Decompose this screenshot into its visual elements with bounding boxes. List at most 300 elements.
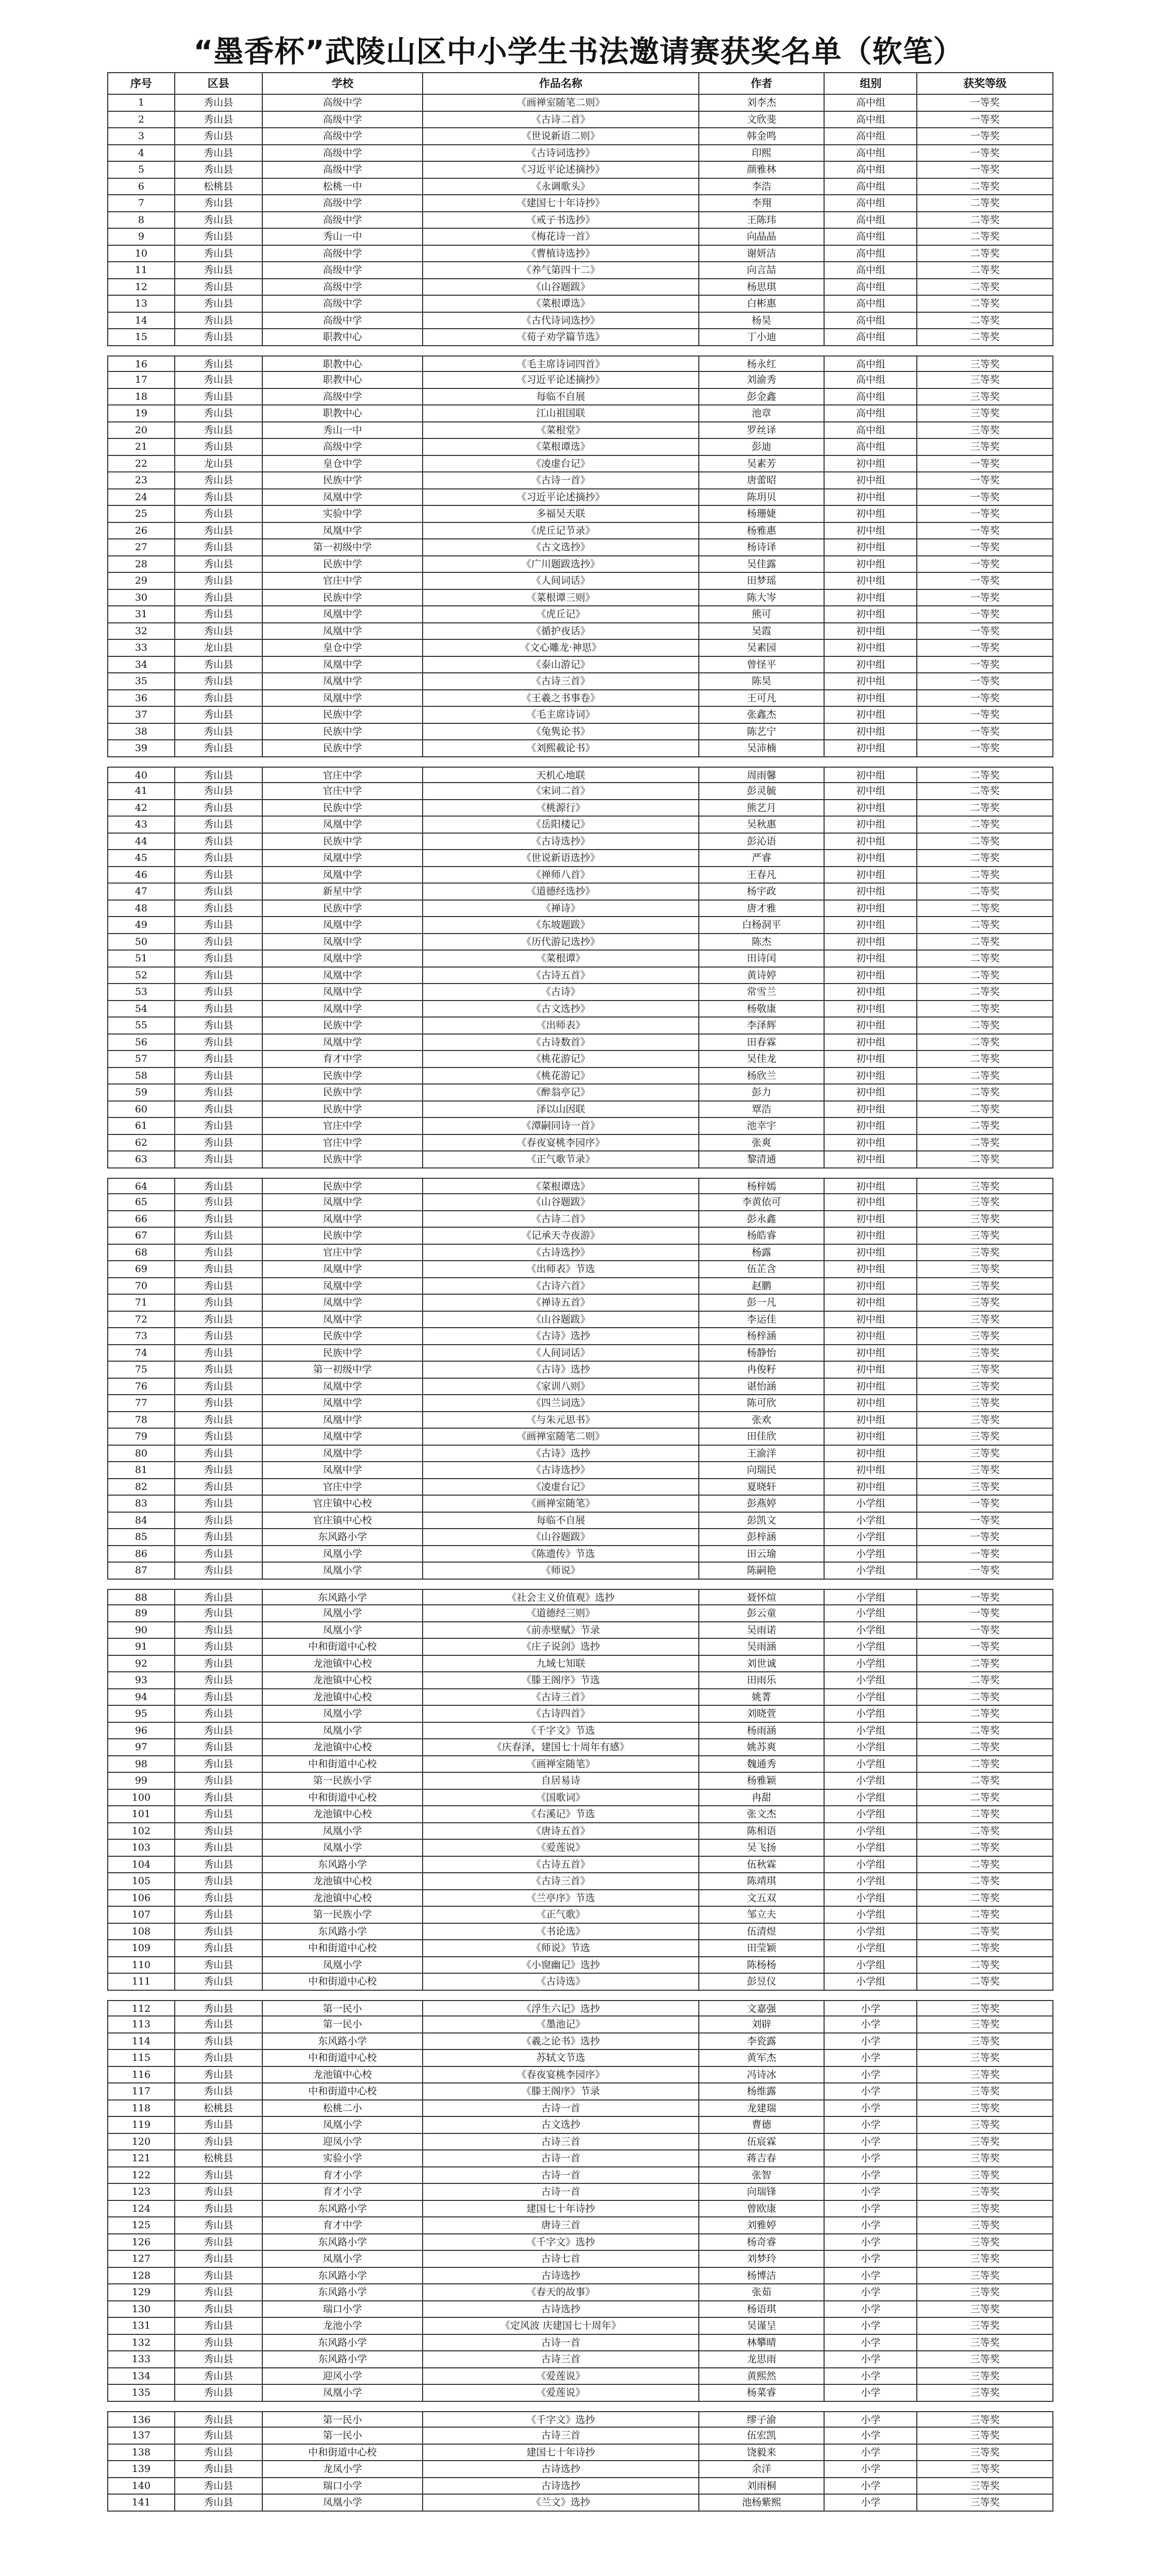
award-cell: 二等奖 [917,1790,1053,1807]
author-cell: 刘辟 [699,2016,825,2033]
table-row [107,783,1053,800]
school-cell: 民族中学 [263,901,424,918]
work-title-cell: 《墨池记》 [423,2016,699,2033]
row-number: 21 [108,439,175,456]
school-cell: 皇仓中学 [263,640,424,657]
work-title-cell: 《禅诗》 [423,901,699,918]
district-cell: 秀山县 [175,95,263,112]
group-cell: 初中组 [825,1018,917,1035]
row-number: 39 [108,740,175,757]
author-cell: 张欢 [699,1412,825,1429]
table-row [107,489,1053,506]
author-cell: 常雪兰 [699,984,825,1001]
group-cell: 高中组 [825,145,917,162]
table-row [107,1018,1053,1035]
table-row [107,1773,1053,1790]
award-cell: 一等奖 [917,1529,1053,1546]
work-title-cell: 《古诗六首》 [423,1278,699,1295]
award-cell: 三等奖 [917,2067,1053,2084]
award-cell: 二等奖 [917,1672,1053,1689]
school-cell: 职教中心 [263,329,424,346]
group-cell: 高中组 [825,95,917,112]
work-title-cell: 《世说新语二则》 [423,128,699,145]
work-title-cell: 古诗一首 [423,2184,699,2201]
group-cell: 初中组 [825,1295,917,1312]
school-cell: 龙池镇中心校 [263,1739,424,1756]
award-cell: 三等奖 [917,2234,1053,2251]
author-cell: 冉俊籽 [699,1362,825,1379]
district-cell: 秀山县 [175,1907,263,1924]
author-cell: 陈相语 [699,1823,825,1840]
author-cell: 邹立夫 [699,1907,825,1924]
author-cell: 田雨乐 [699,1672,825,1689]
table-row [107,1622,1053,1639]
school-cell: 凤凰中学 [263,1412,424,1429]
school-cell: 凤凰中学 [263,1446,424,1463]
award-cell: 三等奖 [917,1228,1053,1245]
award-cell: 二等奖 [917,1739,1053,1756]
school-cell: 东风路小学 [263,2268,424,2285]
work-title-cell: 《爱莲说》 [423,2368,699,2385]
row-number: 17 [108,372,175,389]
work-title-cell: 《菜根谭》 [423,951,699,968]
award-cell: 一等奖 [917,590,1053,607]
table-row [107,2335,1053,2352]
table-row [107,724,1053,741]
district-cell: 秀山县 [175,673,263,690]
table-row [107,740,1053,757]
table-row [107,1035,1053,1052]
work-title-cell: 《正气歌节录》 [423,1151,699,1168]
school-cell: 凤凰中学 [263,623,424,640]
work-title-cell: 《永调歌头》 [423,179,699,196]
table-row [107,917,1053,934]
school-cell: 松桃一中 [263,179,424,196]
row-number: 88 [108,1589,175,1606]
header-cell: 序号 [108,72,175,95]
district-cell: 秀山县 [175,850,263,867]
work-title-cell: 《山谷题跋》 [423,279,699,296]
school-cell: 实验小学 [263,2150,424,2167]
award-cell: 三等奖 [917,1429,1053,1446]
row-number: 85 [108,1529,175,1546]
award-cell: 三等奖 [917,2184,1053,2201]
group-cell: 小学 [825,2016,917,2033]
author-cell: 刘渝秀 [699,372,825,389]
award-cell: 三等奖 [917,2368,1053,2385]
row-number: 72 [108,1312,175,1329]
author-cell: 陈靖琪 [699,1873,825,1890]
table-row [107,951,1053,968]
table-row [107,1412,1053,1429]
district-cell: 秀山县 [175,313,263,330]
district-cell: 秀山县 [175,1345,263,1362]
table-row [107,313,1053,330]
table-row [107,355,1053,372]
author-cell: 杨奇睿 [699,2234,825,2251]
group-cell: 小学组 [825,1496,917,1513]
author-cell: 白彬惠 [699,296,825,313]
work-title-cell: 《禅师八首》 [423,867,699,884]
group-cell: 小学组 [825,1756,917,1773]
row-number: 26 [108,523,175,540]
district-cell: 秀山县 [175,2301,263,2318]
group-cell: 初中组 [825,657,917,674]
author-cell: 彭燕婷 [699,1496,825,1513]
row-number: 135 [108,2385,175,2402]
group-cell: 小学 [825,2318,917,2335]
award-cell: 一等奖 [917,506,1053,523]
school-cell: 凤凰小学 [263,1723,424,1740]
table-row [107,2301,1053,2318]
district-cell: 秀山县 [175,740,263,757]
table-row [107,439,1053,456]
row-number: 83 [108,1496,175,1513]
district-cell: 秀山县 [175,1706,263,1723]
table-row [107,195,1053,212]
table-row [107,1756,1053,1773]
district-cell: 松桃县 [175,2150,263,2167]
school-cell: 凤凰中学 [263,867,424,884]
group-cell: 初中组 [825,556,917,573]
group-cell: 小学 [825,2201,917,2218]
section-gap [107,2402,1053,2411]
table-row [107,246,1053,263]
district-cell: 秀山县 [175,1446,263,1463]
award-cell: 二等奖 [917,968,1053,985]
award-cell: 一等奖 [917,489,1053,506]
table-row [107,1739,1053,1756]
district-cell: 秀山县 [175,556,263,573]
work-title-cell: 《道德经三则》 [423,1605,699,1622]
work-title-cell: 《曹植诗选抄》 [423,246,699,263]
table-row [107,800,1053,817]
group-cell: 初中组 [825,1446,917,1463]
author-cell: 王陈玮 [699,212,825,229]
row-number: 62 [108,1135,175,1152]
work-title-cell: 古诗七首 [423,2251,699,2268]
group-cell: 小学组 [825,1907,917,1924]
author-cell: 刘梦玲 [699,2251,825,2268]
district-cell: 秀山县 [175,1656,263,1673]
row-number: 12 [108,279,175,296]
award-cell: 一等奖 [917,145,1053,162]
author-cell: 彭昱仪 [699,1974,825,1991]
school-cell: 中和街道中心校 [263,2445,424,2462]
group-cell: 小学组 [825,1529,917,1546]
work-title-cell: 《古诗五首》 [423,968,699,985]
row-number: 4 [108,145,175,162]
group-cell: 初中组 [825,1084,917,1101]
school-cell: 东风路小学 [263,2284,424,2301]
table-row [107,2385,1053,2402]
work-title-cell: 《王羲之书事卷》 [423,690,699,707]
district-cell: 秀山县 [175,372,263,389]
school-cell: 凤凰小学 [263,1605,424,1622]
row-number: 43 [108,817,175,834]
school-cell: 龙凤小学 [263,2461,424,2478]
work-title-cell: 《毛主席诗词四首》 [423,355,699,372]
table-row [107,657,1053,674]
row-number: 37 [108,707,175,724]
row-number: 139 [108,2461,175,2478]
district-cell: 秀山县 [175,1261,263,1278]
award-cell: 二等奖 [917,951,1053,968]
row-number: 93 [108,1672,175,1689]
award-cell: 二等奖 [917,850,1053,867]
school-cell: 高级中学 [263,212,424,229]
award-cell: 二等奖 [917,834,1053,851]
district-cell: 秀山县 [175,573,263,590]
author-cell: 王渝洋 [699,1446,825,1463]
row-number: 25 [108,506,175,523]
school-cell: 龙池镇中心校 [263,1890,424,1907]
row-number: 58 [108,1068,175,1085]
author-cell: 张爽 [699,1135,825,1152]
author-cell: 李运佳 [699,1312,825,1329]
school-cell: 凤凰中学 [263,1395,424,1412]
row-number: 127 [108,2251,175,2268]
group-cell: 初中组 [825,901,917,918]
district-cell: 秀山县 [175,1379,263,1396]
row-number: 66 [108,1211,175,1228]
school-cell: 官庄中学 [263,1135,424,1152]
school-cell: 东风路小学 [263,2033,424,2050]
school-cell: 凤凰中学 [263,1379,424,1396]
award-cell: 一等奖 [917,95,1053,112]
table-row [107,673,1053,690]
author-cell: 颜雅林 [699,162,825,179]
work-title-cell: 《出师表》节选 [423,1261,699,1278]
table-row [107,968,1053,985]
district-cell: 秀山县 [175,145,263,162]
group-cell: 小学 [825,2351,917,2368]
table-row [107,2167,1053,2184]
author-cell: 夏晓轩 [699,1479,825,1496]
author-cell: 龙建瑞 [699,2100,825,2117]
school-cell: 第一民小 [263,2428,424,2445]
school-cell: 凤凰中学 [263,850,424,867]
award-cell: 三等奖 [917,2150,1053,2167]
work-title-cell: 《人间词话》 [423,1345,699,1362]
row-number: 141 [108,2495,175,2512]
work-title-cell: 《师说》 [423,1563,699,1580]
group-cell: 小学 [825,2100,917,2117]
table-row [107,2184,1053,2201]
school-cell: 凤凰小学 [263,1563,424,1580]
table-row [107,506,1053,523]
author-cell: 彭梓涵 [699,1529,825,1546]
work-title-cell: 《右溪记》节选 [423,1806,699,1823]
table-row [107,1429,1053,1446]
work-title-cell: 苏轼文节选 [423,2050,699,2067]
district-cell: 秀山县 [175,1001,263,1018]
row-number: 122 [108,2167,175,2184]
award-cell: 三等奖 [917,2428,1053,2445]
group-cell: 小学组 [825,1622,917,1639]
author-cell: 吴谨呈 [699,2318,825,2335]
group-cell: 初中组 [825,884,917,901]
district-cell: 秀山县 [175,229,263,246]
author-cell: 田梦瑶 [699,573,825,590]
table-header-row [107,72,1053,95]
school-cell: 高级中学 [263,95,424,112]
award-cell: 二等奖 [917,229,1053,246]
group-cell: 初中组 [825,1462,917,1479]
school-cell: 第一初级中学 [263,1362,424,1379]
table-row [107,389,1053,406]
row-number: 9 [108,229,175,246]
author-cell: 向晶晶 [699,229,825,246]
row-number: 22 [108,456,175,473]
school-cell: 凤凰中学 [263,1429,424,1446]
award-cell: 二等奖 [917,884,1053,901]
row-number: 96 [108,1723,175,1740]
table-row [107,623,1053,640]
district-cell: 秀山县 [175,1639,263,1656]
row-number: 15 [108,329,175,346]
table-row [107,1857,1053,1874]
district-cell: 秀山县 [175,1806,263,1823]
award-cell: 二等奖 [917,1035,1053,1052]
school-cell: 凤凰中学 [263,1194,424,1211]
district-cell: 秀山县 [175,246,263,263]
author-cell: 黄诗婷 [699,968,825,985]
district-cell: 秀山县 [175,212,263,229]
district-cell: 秀山县 [175,1605,263,1622]
work-title-cell: 《桃花游记》 [423,1051,699,1068]
group-cell: 高中组 [825,389,917,406]
table-row [107,162,1053,179]
row-number: 74 [108,1345,175,1362]
group-cell: 小学组 [825,1873,917,1890]
group-cell: 初中组 [825,523,917,540]
work-title-cell: 《画禅室随笔二则》 [423,95,699,112]
author-cell: 刘世诚 [699,1656,825,1673]
district-cell: 秀山县 [175,2167,263,2184]
district-cell: 秀山县 [175,1823,263,1840]
group-cell: 初中组 [825,1328,917,1345]
work-title-cell: 《古文选抄》 [423,539,699,556]
author-cell: 彭凯文 [699,1513,825,1530]
work-title-cell: 《千字文》选抄 [423,2234,699,2251]
school-cell: 民族中学 [263,724,424,741]
table-row [107,1974,1053,1991]
group-cell: 初中组 [825,1001,917,1018]
row-number: 59 [108,1084,175,1101]
author-cell: 姚菁 [699,1689,825,1706]
header-cell: 组别 [825,72,917,95]
group-cell: 小学组 [825,1546,917,1563]
row-number: 51 [108,951,175,968]
school-cell: 民族中学 [263,1018,424,1035]
award-cell: 二等奖 [917,1756,1053,1773]
work-title-cell: 《庄子说剑》选抄 [423,1639,699,1656]
school-cell: 民族中学 [263,556,424,573]
author-cell: 杨皓睿 [699,1228,825,1245]
award-cell: 二等奖 [917,901,1053,918]
award-cell: 二等奖 [917,1118,1053,1135]
school-cell: 凤凰中学 [263,968,424,985]
author-cell: 池幸宇 [699,1118,825,1135]
group-cell: 初中组 [825,1412,917,1429]
district-cell: 秀山县 [175,162,263,179]
author-cell: 伍秋霖 [699,1857,825,1874]
author-cell: 吴佳龙 [699,1051,825,1068]
row-number: 130 [108,2301,175,2318]
row-number: 112 [108,2000,175,2017]
table-row [107,2117,1053,2134]
table-row [107,1496,1053,1513]
author-cell: 吴霞 [699,623,825,640]
school-cell: 迎凤小学 [263,2134,424,2151]
school-cell: 民族中学 [263,1328,424,1345]
author-cell: 黄军杰 [699,2050,825,2067]
table-row [107,1546,1053,1563]
school-cell: 东风路小学 [263,1857,424,1874]
table-row [107,1395,1053,1412]
award-cell: 三等奖 [917,422,1053,439]
row-number: 80 [108,1446,175,1463]
row-number: 99 [108,1773,175,1790]
group-cell: 初中组 [825,850,917,867]
group-cell: 小学 [825,2284,917,2301]
row-number: 103 [108,1840,175,1857]
group-cell: 高中组 [825,262,917,279]
table-row [107,2150,1053,2167]
district-cell: 秀山县 [175,1890,263,1907]
award-cell: 三等奖 [917,1328,1053,1345]
school-cell: 民族中学 [263,1151,424,1168]
row-number: 89 [108,1605,175,1622]
work-title-cell: 古文选抄 [423,2117,699,2134]
school-cell: 官庄中学 [263,767,424,784]
author-cell: 杨静怡 [699,1345,825,1362]
award-cell: 二等奖 [917,279,1053,296]
group-cell: 初中组 [825,690,917,707]
school-cell: 高级中学 [263,162,424,179]
school-cell: 凤凰中学 [263,489,424,506]
district-cell: 秀山县 [175,2184,263,2201]
row-number: 108 [108,1924,175,1941]
author-cell: 杨梓涵 [699,1328,825,1345]
work-title-cell: 《正气歌》 [423,1907,699,1924]
group-cell: 初中组 [825,968,917,985]
row-number: 3 [108,128,175,145]
row-number: 36 [108,690,175,707]
work-title-cell: 《宋词二首》 [423,783,699,800]
work-title-cell: 《菜根谭三则》 [423,590,699,607]
award-cell: 二等奖 [917,212,1053,229]
author-cell: 彭金鑫 [699,389,825,406]
award-cell: 二等奖 [917,1840,1053,1857]
author-cell: 冉甜 [699,1790,825,1807]
work-title-cell: 《道德经选抄》 [423,884,699,901]
school-cell: 凤凰中学 [263,673,424,690]
table-row [107,2428,1053,2445]
row-number: 75 [108,1362,175,1379]
award-cell: 二等奖 [917,195,1053,212]
author-cell: 杨维露 [699,2083,825,2100]
row-number: 132 [108,2335,175,2352]
table-row [107,984,1053,1001]
work-title-cell: 《梅花诗一首》 [423,229,699,246]
work-title-cell: 《古诗选》 [423,1974,699,1991]
section-gap [107,757,1053,767]
group-cell: 小学 [825,2251,917,2268]
row-number: 91 [108,1639,175,1656]
section-gap [107,1580,1053,1589]
